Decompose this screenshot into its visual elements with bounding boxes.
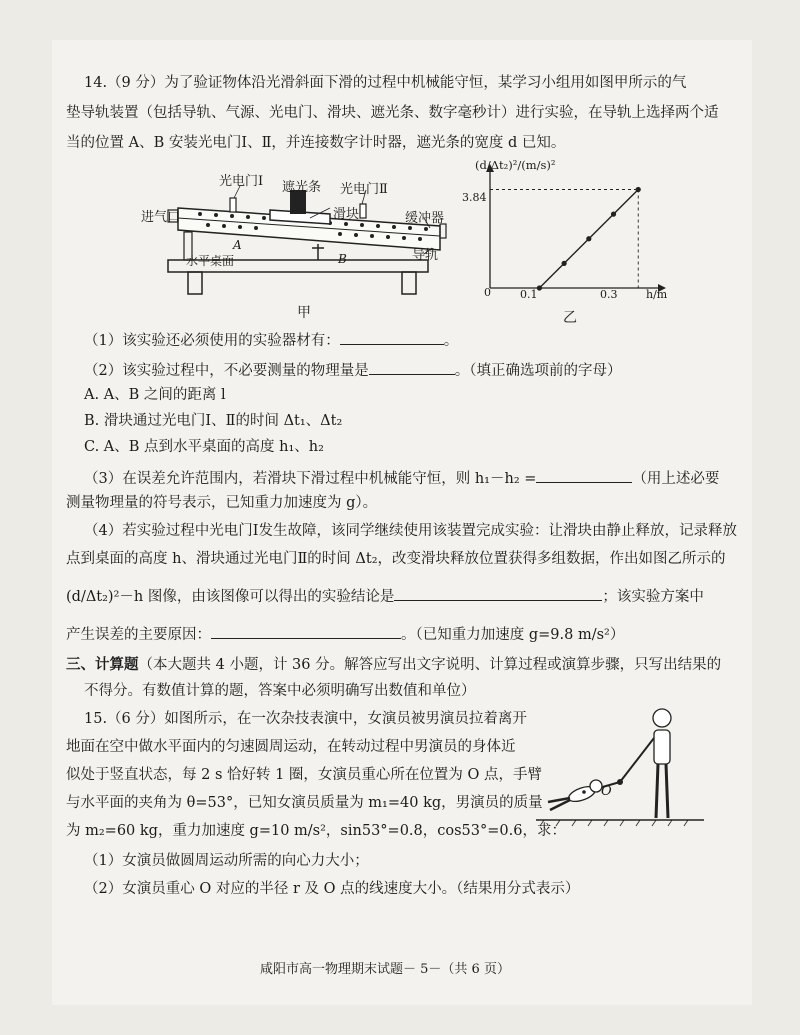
answer-blank-4[interactable] xyxy=(394,584,602,601)
data-point-3 xyxy=(611,212,616,217)
q14-s4-line3: (d/Δt₂)²－h 图像，由该图像可以得出的实验结论是 ；该实验方案中 xyxy=(66,584,704,608)
graph-origin: 0 xyxy=(484,286,491,299)
q15-line4: 与水平面的夹角为 θ=53°，已知女演员质量为 m₁=40 kg，男演员的质量 xyxy=(66,795,543,811)
q15-sub2: （2）女演员重心 O 对应的半径 r 及 O 点的线速度大小。（结果用分式表示） xyxy=(84,881,580,897)
male-head xyxy=(653,709,671,727)
q15-sub1: （1）女演员做圆周运动所需的向心力大小； xyxy=(84,853,369,869)
label-a: A xyxy=(233,238,242,252)
q14-s4-line1: （4）若实验过程中光电门Ⅰ发生故障，该同学继续使用该装置完成实验：让滑块由静止释放，记录释放 xyxy=(84,523,737,539)
q15-line5: 为 m₂=60 kg，重力加速度 g=10 m/s²，sin53°=0.8，cos53°=0.6，求： xyxy=(66,823,566,839)
q14-s4-line4: 产生误差的主要原因： 。（已知重力加速度 g=9.8 m/s²） xyxy=(66,622,624,646)
label-gate1: 光电门Ⅰ xyxy=(219,174,264,189)
label-o: O xyxy=(601,784,612,799)
label-table: 水平桌面 xyxy=(186,254,235,268)
q14-option-b: B. 滑块通过光电门Ⅰ、Ⅱ的时间 Δt₁、Δt₂ xyxy=(84,413,343,429)
answer-blank-5[interactable] xyxy=(211,622,401,639)
q15-line3: 似处于竖直状态，每 2 s 恰好转 1 圈，女演员重心所在位置为 O 点，手臂 xyxy=(66,767,543,783)
graph-xtick-1: 0.3 xyxy=(600,288,618,301)
q14-option-a: A. A、B 之间的距离 l xyxy=(84,387,226,403)
data-point-0 xyxy=(537,285,542,290)
page-footer: 咸阳市高一物理期末试题－ 5－（共 6 页） xyxy=(260,962,510,977)
q14-line1: 14.（9 分）为了验证物体沿光滑斜面下滑的过程中机械能守恒，某学习小组用如图甲所示的气 xyxy=(84,75,687,91)
answer-blank-2[interactable] xyxy=(369,358,455,375)
label-inlet: 进气口 xyxy=(141,210,181,225)
graph-xtick-0: 0.1 xyxy=(520,288,538,301)
q14-line3: 当的位置 A、B 安装光电门Ⅰ、Ⅱ，并连接数字计时器，遮光条的宽度 d 已知。 xyxy=(66,135,566,151)
section3-heading: 三、计算题（本大题共 4 小题，计 36 分。解答应写出文字说明、计算过程或演算步骤，只写出结果的 xyxy=(66,656,722,673)
male-leg-left xyxy=(656,764,658,818)
ground-hatch xyxy=(540,820,688,826)
data-point-2 xyxy=(586,236,591,241)
answer-blank-3[interactable] xyxy=(536,466,632,483)
q14-s3: （3）在误差允许范围内，若滑块下滑过程中机械能守恒，则 h₁－h₂ = （用上述必要 xyxy=(84,466,719,490)
gate-1 xyxy=(230,198,236,212)
graph-xlabel: h/m xyxy=(646,288,668,301)
male-leg-right xyxy=(666,764,668,818)
graph-yi xyxy=(468,160,678,308)
q14-s1: （1）该实验还必须使用的实验器材有： 。 xyxy=(84,328,458,352)
caption-jia: 甲 xyxy=(297,305,311,321)
label-buffer: 缓冲器 xyxy=(405,211,445,226)
graph-ytick: 3.84 xyxy=(462,191,487,204)
section3-note: 不得分。有数值计算的题，答案中必须明确写出数值和单位） xyxy=(84,683,476,699)
acrobat-figure xyxy=(536,706,706,828)
buffer xyxy=(440,224,446,238)
table-leg-left xyxy=(188,272,202,294)
q14-option-c: C. A、B 点到水平桌面的高度 h₁、h₂ xyxy=(84,439,324,455)
label-strip: 遮光条 xyxy=(282,180,322,195)
label-b: B xyxy=(338,252,347,266)
data-point-1 xyxy=(562,261,567,266)
male-arm xyxy=(620,738,654,782)
label-gate2: 光电门Ⅱ xyxy=(340,182,388,197)
q14-line2: 垫导轨装置（包括导轨、气源、光电门、滑块、遮光条、数字毫秒计）进行实验，在导轨上选择两个适 xyxy=(66,105,719,121)
answer-blank-1[interactable] xyxy=(340,328,444,345)
q15-line1: 15.（6 分）如图所示，在一次杂技表演中，女演员被男演员拉着离开 xyxy=(84,711,527,727)
label-slider: 滑块 xyxy=(333,207,360,222)
q14-s4-line2: 点到桌面的高度 h、滑块通过光电门Ⅱ的时间 Δt₂，改变滑块释放位置获得多组数据，作出如图乙所示的 xyxy=(66,551,726,567)
q14-s3-cont: 测量物理量的符号表示，已知重力加速度为 g）。 xyxy=(66,495,378,511)
graph-ylabel: (d/Δt₂)²/(m/s)² xyxy=(475,158,556,172)
male-torso xyxy=(654,730,670,764)
data-point-4 xyxy=(636,187,641,192)
q14-s2: （2）该实验过程中，不必要测量的物理量是 。（填正确选项前的字母） xyxy=(84,358,621,382)
q15-line2: 地面在空中做水平面内的匀速圆周运动，在转动过程中男演员的身体近 xyxy=(66,739,516,755)
point-o-marker xyxy=(582,790,586,794)
gate-2 xyxy=(360,204,366,218)
label-rail: 导轨 xyxy=(412,248,439,263)
table-leg-right xyxy=(402,272,416,294)
caption-yi: 乙 xyxy=(563,310,577,326)
